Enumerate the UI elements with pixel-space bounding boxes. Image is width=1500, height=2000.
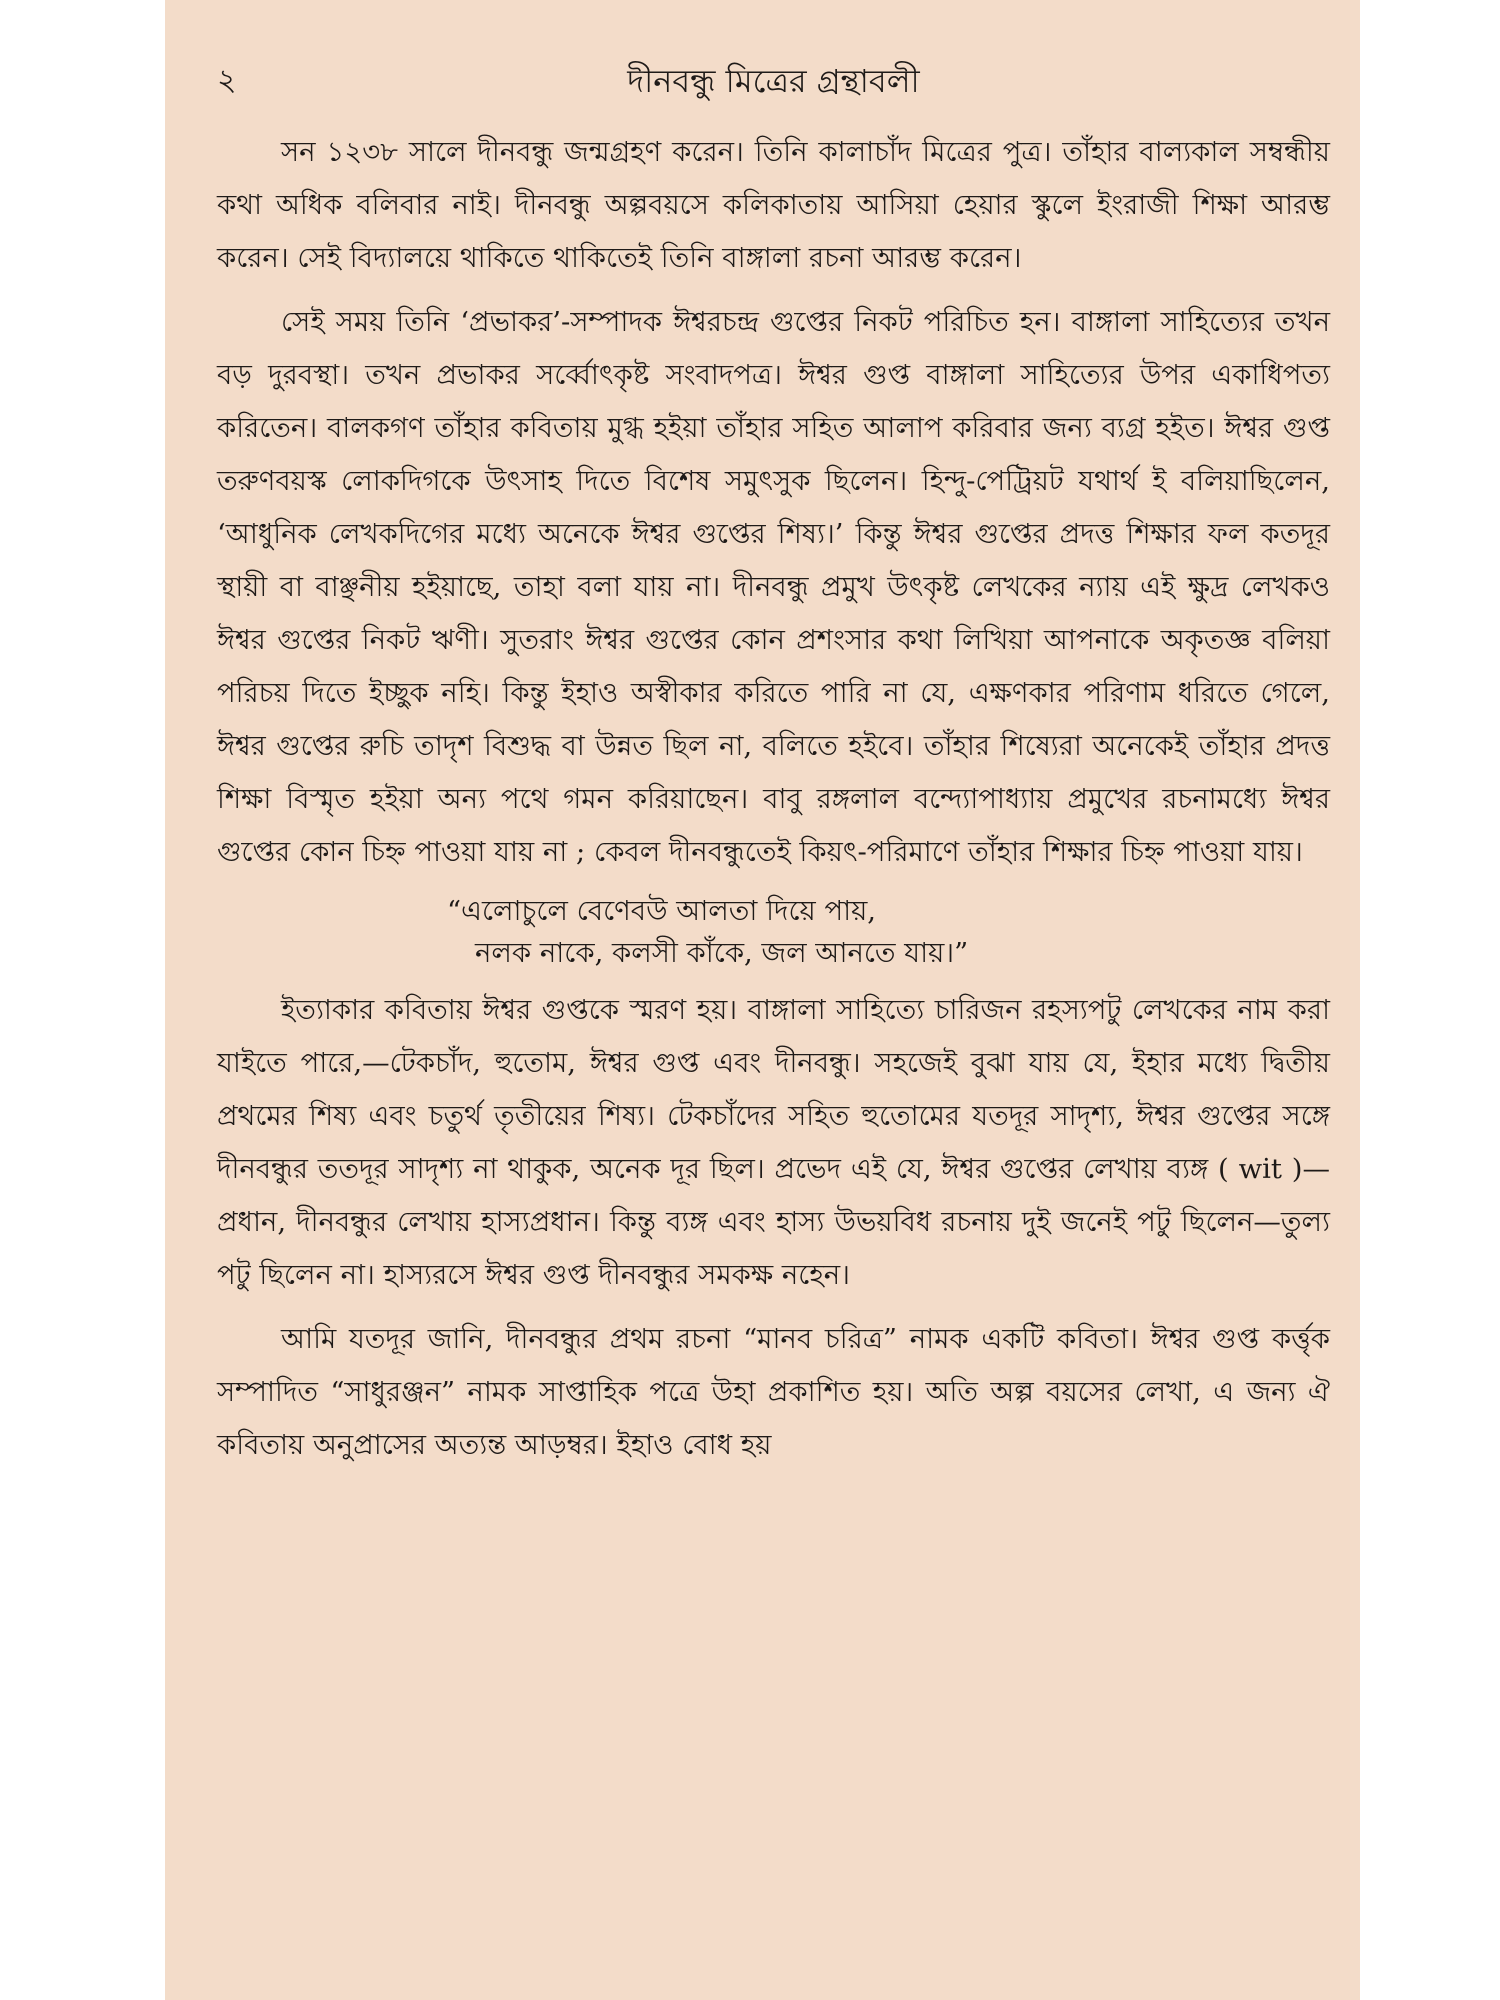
paragraph-birth: সন ১২৩৮ সালে দীনবন্ধু জন্মগ্রহণ করেন। তিনি কালাচাঁদ মিত্রের পুত্র। তাঁহার বাল্যকাল সম্বন্ধীয় কথা অধিক বলিবার নাই। দীনবন্ধু অল্পবয়সে কলিকাতায় আসিয়া হেয়ার স্কুলে ইংরাজী শিক্ষা আরম্ভ করেন। সেই বিদ্যালয়ে থাকিতে থাকিতেই তিনি বাঙ্গালা রচনা আরম্ভ করেন। [217, 136, 1330, 274]
verse-line: নলক নাকে, কলসী কাঁকে, জল আনতে যায়।” [475, 937, 969, 969]
paragraph-ishwar-gupta: সেই সময় তিনি ‘প্রভাকর’-সম্পাদক ঈশ্বরচন্দ্র গুপ্তের নিকট পরিচিত হন। বাঙ্গালা সাহিত্যের তখন বড় দুরবস্থা। তখন প্রভাকর সর্ব্বোৎকৃষ্ট সংবাদপত্র। ঈশ্বর গুপ্ত বাঙ্গালা সাহিত্যের উপর একাধিপত্য করিতেন। বালকগণ তাঁহার কবিতায় মুগ্ধ হইয়া তাঁহার সহিত আলাপ করিবার জন্য ব্যগ্র হইত। ঈশ্বর গুপ্ত তরুণবয়স্ক লোকদিগকে উৎসাহ দিতে বিশেষ সমুৎসুক ছিলেন। হিন্দু-পেট্রিয়ট যথার্থ ই বলিয়াছিলেন, ‘আধুনিক লেখকদিগের মধ্যে অনেকে ঈশ্বর গুপ্তের শিষ্য।’ কিন্তু ঈশ্বর গুপ্তের প্রদত্ত শিক্ষার ফল কতদূর স্থায়ী বা বাঞ্ছনীয় হইয়াছে, তাহা বলা যায় না। দীনবন্ধু প্রমুখ উৎকৃষ্ট লেখকের ন্যায় এই ক্ষুদ্র লেখকও ঈশ্বর গুপ্তের নিকট ঋণী। সুতরাং ঈশ্বর গুপ্তের কোন প্রশংসার কথা লিখিয়া আপনাকে অকৃতজ্ঞ বলিয়া পরিচয় দিতে ইচ্ছুক নহি। কিন্তু ইহাও অস্বীকার করিতে পারি না যে, এক্ষণকার পরিণাম ধরিতে গেলে, ঈশ্বর গুপ্তের রুচি তাদৃশ বিশুদ্ধ বা উন্নত ছিল না, বলিতে হইবে। তাঁহার শিষ্যেরা অনেকেই তাঁহার প্রদত্ত শিক্ষা বিস্মৃত হইয়া অন্য পথে গমন করিয়াছেন। বাবু রঙ্গলাল বন্দ্যোপাধ্যায় প্রমুখের রচনামধ্যে ঈশ্বর গুপ্তের কোন চিহ্ন পাওয়া যায় না ; কেবল দীনবন্ধুতেই কিয়ৎ-পরিমাণে তাঁহার শিক্ষার চিহ্ন পাওয়া যায়। [217, 306, 1330, 868]
running-title: দীনবন্ধু মিত্রের গ্রন্থাবলী [627, 62, 920, 100]
book-page [165, 0, 1360, 2000]
paragraph-first-work: আমি যতদূর জানি, দীনবন্ধুর প্রথম রচনা “মানব চরিত্র” নামক একটি কবিতা। ঈশ্বর গুপ্ত কর্ত্তৃক সম্পাদিত “সাধুরঞ্জন” নামক সাপ্তাহিক পত্রে উহা প্রকাশিত হয়। অতি অল্প বয়সের লেখা, এ জন্য ঐ কবিতায় অনুপ্রাসের অত্যন্ত আড়ম্বর। ইহাও বোধ হয় [217, 1323, 1330, 1461]
page-header [217, 52, 1330, 112]
verse-line: “এলোচুলে বেণেবউ আলতা দিয়ে পায়, [447, 895, 877, 927]
verse-quote [447, 890, 1330, 974]
paragraph-humorists: ইত্যাকার কবিতায় ঈশ্বর গুপ্তকে স্মরণ হয়। বাঙ্গালা সাহিত্যে চারিজন রহস্যপটু লেখকের নাম করা যাইতে পারে,—টেকচাঁদ, হুতোম, ঈশ্বর গুপ্ত এবং দীনবন্ধু। সহজেই বুঝা যায় যে, ইহার মধ্যে দ্বিতীয় প্রথমের শিষ্য এবং চতুর্থ তৃতীয়ের শিষ্য। টেকচাঁদের সহিত হুতোমের যতদূর সাদৃশ্য, ঈশ্বর গুপ্তের সঙ্গে দীনবন্ধুর ততদূর সাদৃশ্য না থাকুক, অনেক দূর ছিল। প্রভেদ এই যে, ঈশ্বর গুপ্তের লেখায় ব্যঙ্গ ( wit )—প্রধান, দীনবন্ধুর লেখায় হাস্যপ্রধান। কিন্তু ব্যঙ্গ এবং হাস্য উভয়বিধ রচনায় দুই জনেই পটু ছিলেন—তুল্য পটু ছিলেন না। হাস্যরসে ঈশ্বর গুপ্ত দীনবন্ধুর সমকক্ষ নহেন। [217, 994, 1331, 1291]
page-number: ২ [217, 63, 237, 98]
